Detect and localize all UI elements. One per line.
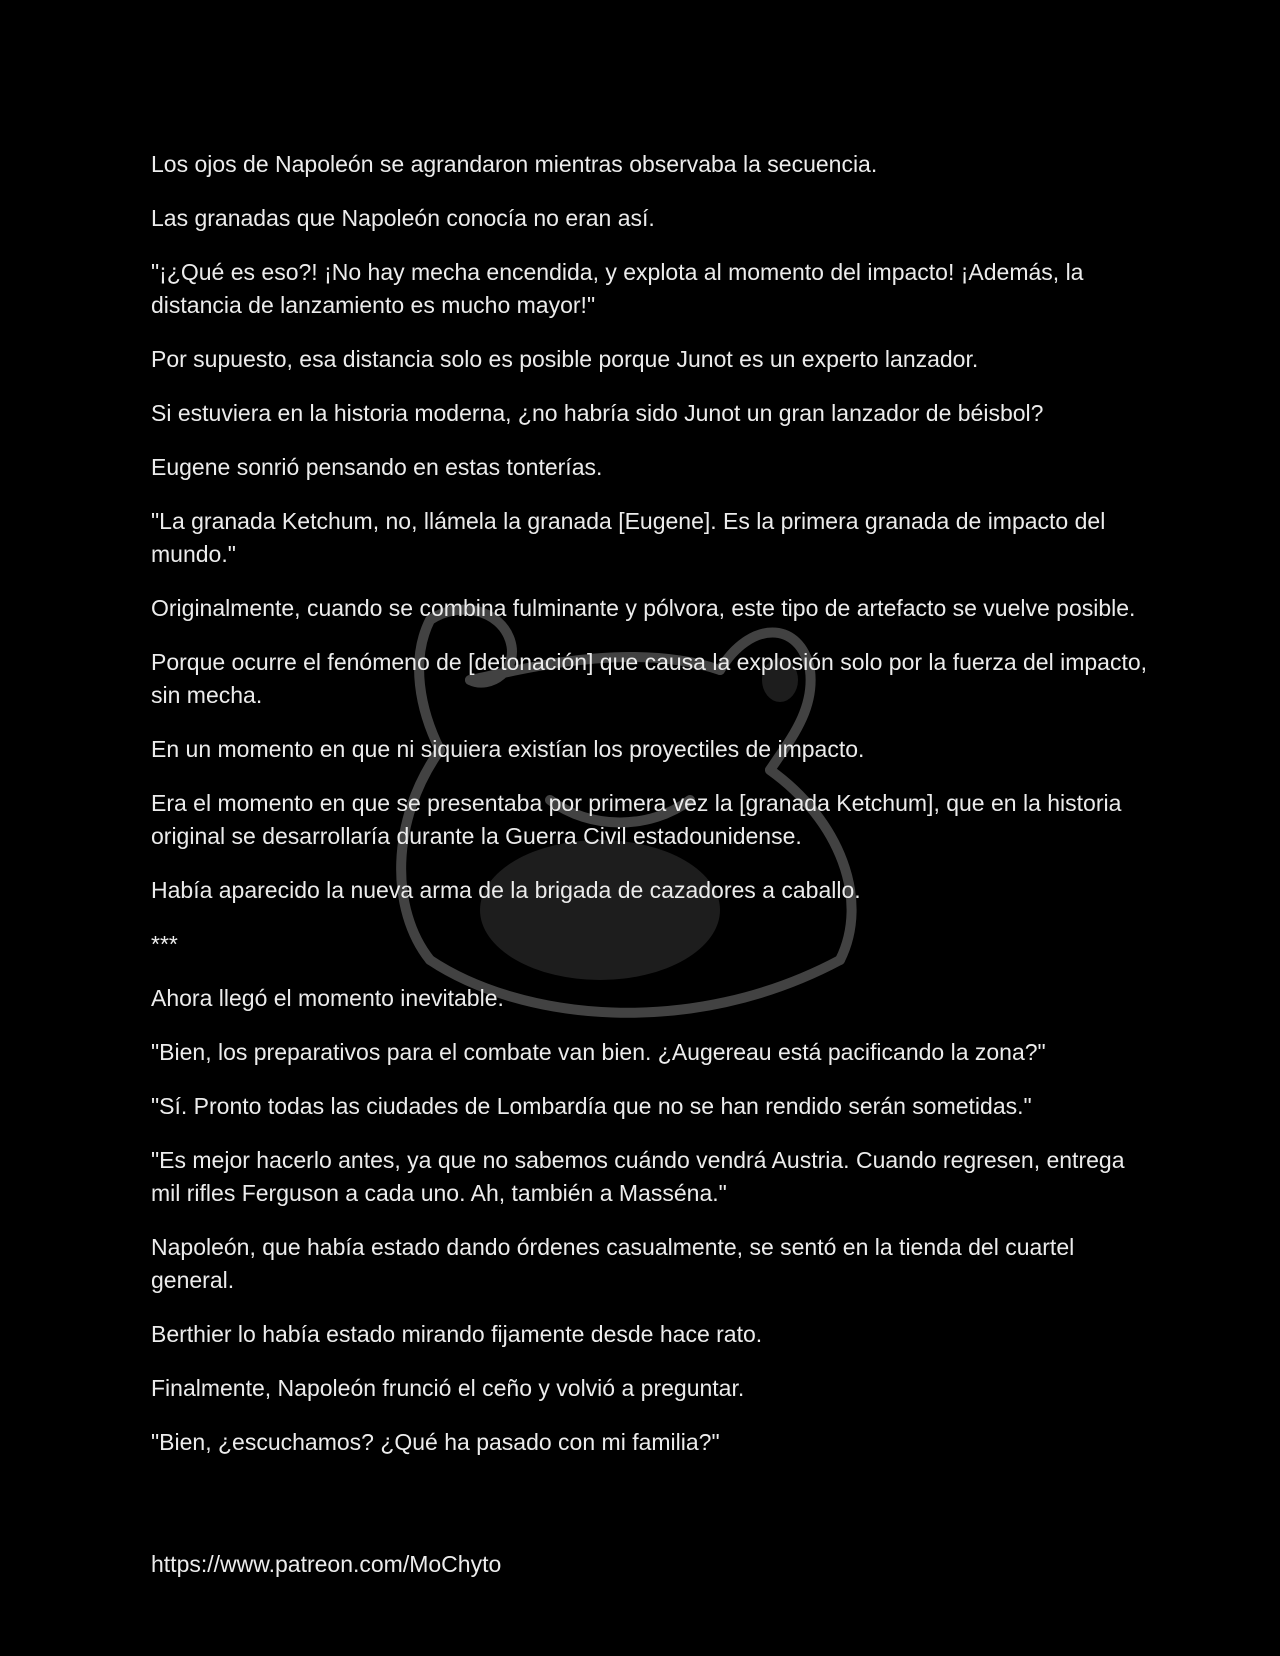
paragraph: Si estuviera en la historia moderna, ¿no habría sido Junot un gran lanzador de béisbol? bbox=[151, 400, 1044, 426]
paragraph: "Bien, ¿escuchamos? ¿Qué ha pasado con mi familia?" bbox=[151, 1429, 720, 1455]
paragraph: Por supuesto, esa distancia solo es posible porque Junot es un experto lanzador. bbox=[151, 346, 979, 372]
paragraph: Los ojos de Napoleón se agrandaron mientras observaba la secuencia. bbox=[151, 151, 878, 177]
paragraph: Porque ocurre el fenómeno de [detonación] que causa la explosión solo por la fuerza del impacto, sin mecha. bbox=[151, 649, 1148, 708]
paragraph: En un momento en que ni siquiera existían los proyectiles de impacto. bbox=[151, 736, 865, 762]
paragraph: Finalmente, Napoleón frunció el ceño y volvió a preguntar. bbox=[151, 1375, 745, 1401]
paragraph: "¡¿Qué es eso?! ¡No hay mecha encendida, y explota al momento del impacto! ¡Además, la distancia de lanzamiento es mucho mayor!" bbox=[151, 259, 1084, 318]
scene-break: *** bbox=[151, 931, 178, 957]
paragraph: Había aparecido la nueva arma de la brigada de cazadores a caballo. bbox=[151, 877, 861, 903]
patreon-link[interactable]: https://www.patreon.com/MoChyto bbox=[151, 1551, 502, 1577]
paragraph: Originalmente, cuando se combina fulminante y pólvora, este tipo de artefacto se vuelve posible. bbox=[151, 595, 1136, 621]
paragraph: Las granadas que Napoleón conocía no eran así. bbox=[151, 205, 655, 231]
paragraph: Napoleón, que había estado dando órdenes casualmente, se sentó en la tienda del cuartel general. bbox=[151, 1234, 1075, 1293]
paragraph: "Es mejor hacerlo antes, ya que no sabemos cuándo vendrá Austria. Cuando regresen, entrega mil rifles Ferguson a cada uno. Ah, también a Masséna." bbox=[151, 1147, 1125, 1206]
paragraph: "Sí. Pronto todas las ciudades de Lombardía que no se han rendido serán sometidas." bbox=[151, 1093, 1032, 1119]
paragraph: "La granada Ketchum, no, llámela la granada [Eugene]. Es la primera granada de impacto del mundo." bbox=[151, 508, 1106, 567]
paragraph: Era el momento en que se presentaba por primera vez la [granada Ketchum], que en la historia original se desarrollaría durante la Guerra Civil estadounidense. bbox=[151, 790, 1122, 849]
paragraph: Berthier lo había estado mirando fijamente desde hace rato. bbox=[151, 1321, 763, 1347]
paragraph: "Bien, los preparativos para el combate van bien. ¿Augereau está pacificando la zona?" bbox=[151, 1039, 1046, 1065]
paragraph: Eugene sonrió pensando en estas tonterías. bbox=[151, 454, 603, 480]
chapter-text bbox=[151, 148, 1151, 1480]
paragraph: Ahora llegó el momento inevitable. bbox=[151, 985, 504, 1011]
